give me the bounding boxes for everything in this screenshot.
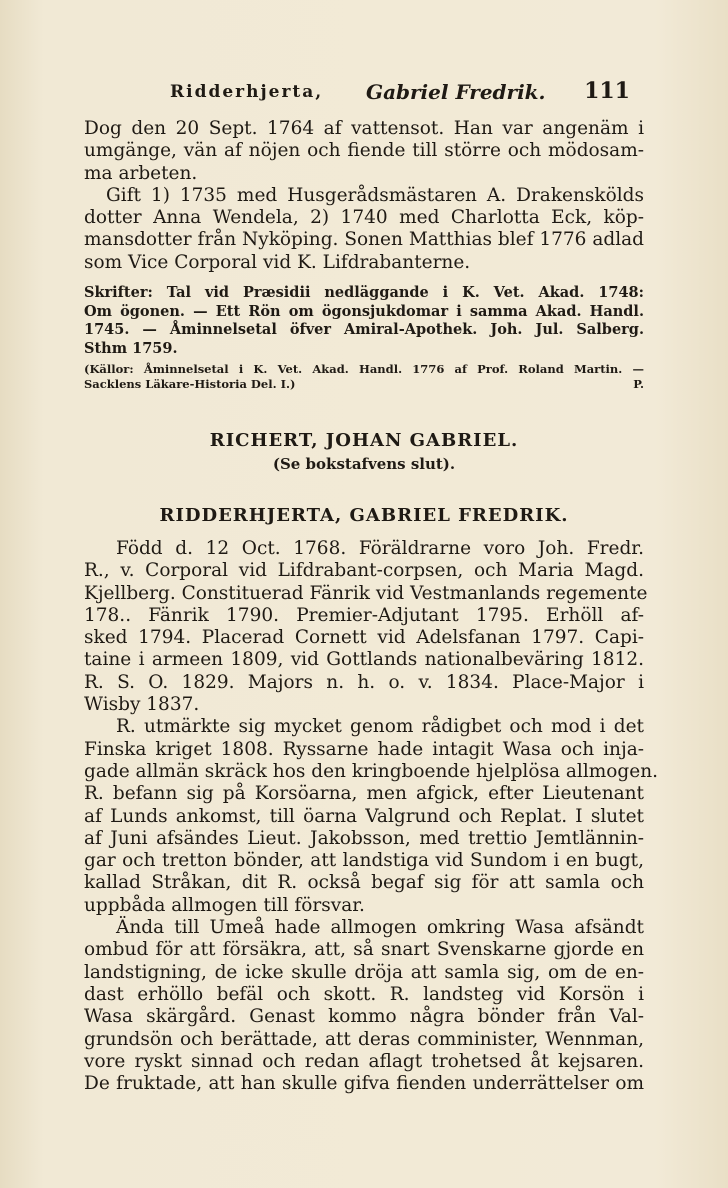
text-line: Dog den 20 Sept. 1764 af vattensot. Han var angenäm i [84, 118, 644, 139]
text-line: Ända till Umeå hade allmogen omkring Wasa afsändt [116, 917, 644, 939]
text-line: taine i armeen 1809, vid Gottlands nationalbeväring 1812. [84, 649, 644, 671]
sources-line: Sacklens Läkare-Historia Del. I.) [84, 377, 296, 391]
text-line: uppbåda allmogen till försvar. [84, 894, 365, 916]
writings-line: Om ögonen. — Ett Rön om ögonsjukdomar i samma Akad. Handl. [84, 302, 644, 320]
text-line: dast erhöllo befäl och skott. R. landsteg vid Korsön i [84, 983, 644, 1005]
text-line: sked 1794. Placerad Cornett vid Adelsfanan 1797. Capi- [84, 627, 644, 649]
signature [84, 377, 644, 392]
writings-line: 1745. — Åminnelsetal öfver Amiral-Apothek. Joh. Jul. Salberg. [84, 321, 644, 338]
text-line: umgänge, vän af nöjen och fiende till större och mödosam- [84, 140, 644, 162]
text-line: Wasa skärgård. Genast kommo några bönder från Val- [84, 1006, 644, 1028]
text-line: De fruktade, att han skulle gifva fienden underrättelser om [84, 1073, 644, 1095]
text-line: grundsön och berättade, att deras comminister, Wennman, [84, 1028, 644, 1050]
text-line: Finska kriget 1808. Ryssarne hade intagit Wasa och inja- [84, 738, 644, 760]
text-line: Kjellberg. Constituerad Fänrik vid Vestmanlands regemente [84, 582, 648, 604]
sources-line: (Källor: Åminnelsetal i K. Vet. Akad. Handl. 1776 af Prof. Roland Martin. — [84, 362, 644, 376]
entry-heading-ridderhjerta: RIDDERHJERTA, GABRIEL FREDRIK. [159, 505, 569, 526]
text-line: 178.. Fänrik 1790. Premier-Adjutant 1795. Erhöll af- [84, 604, 644, 626]
text-line: R. utmärkte sig mycket genom rådigbet och mod i det [116, 716, 644, 738]
text-line: gade allmän skräck hos den kringboende hjelplösa allmogen. [84, 760, 659, 782]
entry-body [84, 538, 659, 1095]
running-header [170, 78, 630, 108]
entry-heading-richert: RICHERT, JOHAN GABRIEL. [209, 430, 519, 451]
text-line: som Vice Corporal vid K. Lifdrabanterne. [84, 251, 471, 273]
signature-text: P. [633, 377, 644, 391]
text-line: Född d. 12 Oct. 1768. Föräldrarne voro Joh. Fredr. [116, 538, 644, 559]
text-line: af Juni afsändes Lieut. Jakobsson, med trettio Jemtlännin- [84, 827, 644, 849]
text-line: mansdotter från Nyköping. Sonen Matthias blef 1776 adlad [84, 229, 644, 251]
text-line: ombud för att försäkra, att, så snart Svenskarne gjorde en [84, 939, 644, 961]
text-line: ma arbeten. [84, 162, 198, 184]
text-line: landstigning, de icke skulle dröja att samla sig, om de en- [84, 961, 644, 983]
cross-reference-note: (Se bokstafvens slut). [272, 455, 456, 473]
page-number: 111 [584, 78, 630, 104]
text-line: gar och tretton bönder, att landstiga vid Sundom i en bugt, [84, 850, 644, 872]
writings-line: Skrifter: Tal vid Præsidii nedläggande i K. Vet. Akad. 1748: [84, 284, 644, 301]
text-line: dotter Anna Wendela, 2) 1740 med Charlotta Eck, köp- [84, 207, 644, 229]
running-title: Ridderhjerta, [170, 82, 324, 102]
text-line: R. befann sig på Korsöarna, men afgick, efter Lieutenant [84, 783, 644, 805]
running-name: Gabriel Fredrik. [366, 80, 546, 104]
text-line: kallad Stråkan, dit R. också begaf sig för att samla och [84, 872, 644, 894]
text-line: Gift 1) 1735 med Husgerådsmästaren A. Drakenskölds [106, 184, 644, 206]
text-line: R., v. Corporal vid Lifdrabant-corpsen, och Maria Magd. [84, 560, 644, 582]
text-line: vore ryskt sinnad och redan aflagt trohetsed åt kejsaren. [84, 1050, 644, 1072]
entry-continuation [84, 118, 644, 274]
text-line: Wisby 1837. [84, 694, 200, 716]
text-line: af Lunds ankomst, till öarna Valgrund och Replat. I slutet [84, 805, 644, 827]
writings-line: Sthm 1759. [84, 339, 178, 357]
writings-list [84, 284, 644, 358]
text-line: R. S. O. 1829. Majors n. h. o. v. 1834. Place-Major i [84, 671, 644, 693]
